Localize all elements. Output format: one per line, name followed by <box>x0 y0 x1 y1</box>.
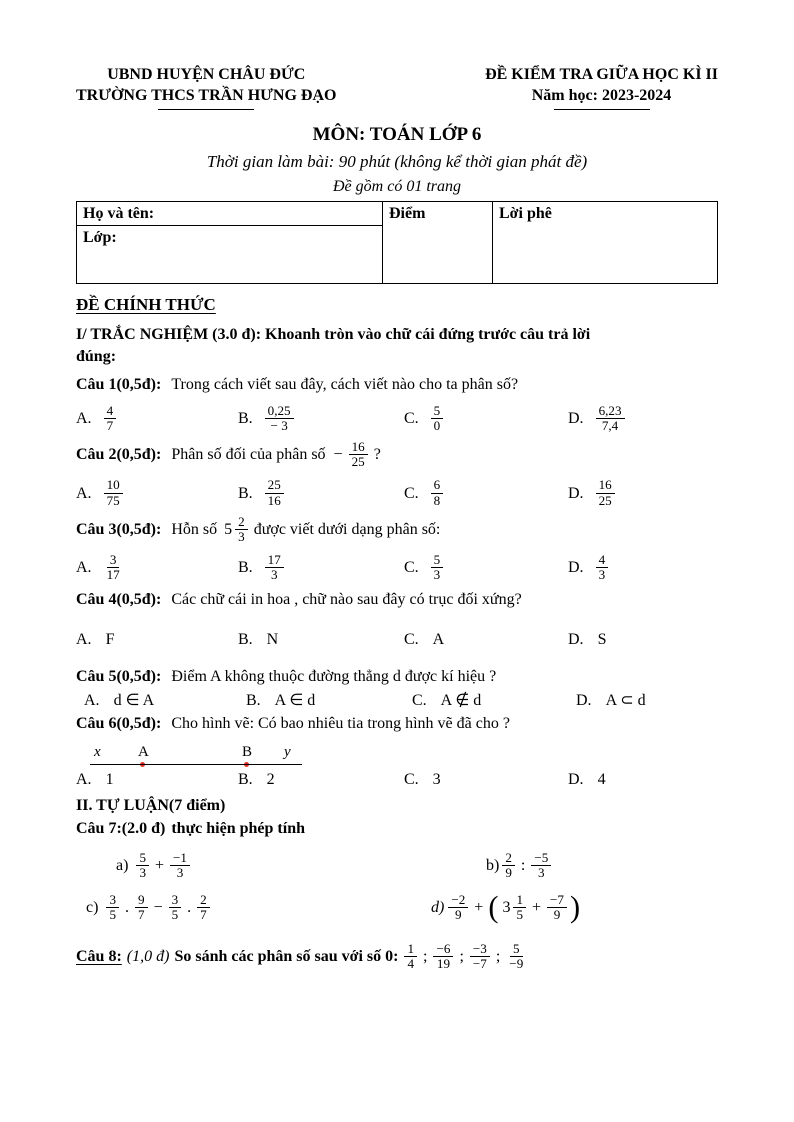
question-4-options <box>76 629 718 650</box>
question-5-number: Câu 5(0,5đ): <box>76 667 162 685</box>
q7-part-a: a) $\frac{5}{3}$ + $\frac{-1}{3}$ <box>76 851 486 880</box>
name-label-cell: Họ và tên: <box>77 201 383 225</box>
q1-option-d: D. $\frac{6,23}{7,4}$ <box>568 404 718 433</box>
question-7-text: thực hiện phép tính <box>171 820 305 838</box>
student-info-table <box>76 201 718 284</box>
question-5-options <box>84 690 718 711</box>
question-8-number: Câu 8: <box>76 948 122 966</box>
question-7-number: Câu 7:(2.0 đ) <box>76 820 166 838</box>
q7-parts-row-2 <box>76 890 718 925</box>
exam-heading-line2: Năm học: 2023-2024 <box>531 87 672 105</box>
q2-option-a: A. $\frac{10}{75}$ <box>76 478 238 507</box>
q7-part-c: c) $\frac{3}{5}$ . $\frac{9}{7}$ − $\frac{3}{5}$ . $\frac{2}{7}$ <box>76 893 431 922</box>
subject-title: MÔN: TOÁN LỚP 6 <box>312 124 482 146</box>
issuer-line2: TRƯỜNG THCS TRẦN HƯNG ĐẠO <box>76 87 337 105</box>
question-2-options <box>76 478 718 507</box>
issuer-block <box>76 64 336 110</box>
question-8 <box>76 942 718 971</box>
exam-heading-line1: ĐỀ KIỂM TRA GIỮA HỌC KÌ II <box>485 66 718 83</box>
q6-option-d: D. 4 <box>568 770 606 788</box>
section2-heading: II. TỰ LUẬN(7 điểm) <box>76 797 226 815</box>
question-3-options <box>76 553 718 582</box>
question-6-number: Câu 6(0,5đ): <box>76 714 162 732</box>
issuer-underline-rule <box>158 109 254 110</box>
question-1-number: Câu 1(0,5đ): <box>76 375 162 393</box>
section1-heading-line1: I/ TRẮC NGHIỆM (3.0 đ): Khoanh tròn vào chữ cái đứng trước câu trả lời <box>76 326 591 344</box>
question-6-options <box>76 769 718 790</box>
question-2-text: Phân số đối của phân số − $\frac{16}{25}$ ? <box>171 439 381 470</box>
question-3-text: Hỗn số 5 $\frac{2}{3}$ được viết dưới dạng phân số: <box>171 513 441 544</box>
q3-option-b: B. $\frac{17}{3}$ <box>238 553 404 582</box>
official-exam-label: ĐỀ CHÍNH THỨC <box>76 294 216 314</box>
question-7-heading <box>76 818 718 839</box>
q5-option-b: B. A ∈ d <box>246 691 316 709</box>
figure-label-y: y <box>284 744 291 761</box>
q3-option-d: D. $\frac{4}{3}$ <box>568 553 718 582</box>
page-count-note: Đề gồm có 01 trang <box>333 177 461 195</box>
q1-option-b: B. $\frac{0,25}{- 3}$ <box>238 404 404 433</box>
remark-cell: Lời phê <box>493 201 718 283</box>
q5-option-c: C. A ∉ d <box>412 691 482 709</box>
question-8-fractions: $\frac{1}{4}$ ; $\frac{-6}{19}$ ; $\frac{-3}{-7}$ ; $\frac{5}{-9}$ <box>402 942 528 971</box>
duration-note: Thời gian làm bài: 90 phút (không kể thời gian phát đề) <box>206 152 588 172</box>
figure-label-x: x <box>94 744 101 761</box>
figure-line <box>90 764 302 765</box>
q3-option-a: A. $\frac{3}{17}$ <box>76 552 120 583</box>
figure-label-A: A <box>138 744 149 761</box>
class-label-cell: Lớp: <box>77 225 383 283</box>
q6-option-c: C. 3 <box>404 770 441 788</box>
question-4-text: Các chữ cái in hoa , chữ nào sau đây có trục đối xứng? <box>171 591 522 609</box>
question-1 <box>76 374 718 433</box>
q1-option-c: C. $\frac{5}{0}$ <box>404 404 568 433</box>
question-3 <box>76 515 718 583</box>
q1-option-a: A. $\frac{4}{7}$ <box>76 404 238 433</box>
q3-option-c: C. $\frac{5}{3}$ <box>404 553 568 582</box>
issuer-line1: UBND HUYỆN CHÂU ĐỨC <box>107 66 306 83</box>
exam-heading-block <box>485 64 718 110</box>
score-cell: Điểm <box>383 201 493 283</box>
question-5 <box>76 666 718 711</box>
question-1-options <box>76 404 718 433</box>
figure-label-B: B <box>242 744 253 761</box>
section1-heading-line2: đúng: <box>76 347 117 365</box>
question-2-number: Câu 2(0,5đ): <box>76 446 162 464</box>
q6-option-a: A. 1 <box>76 770 114 788</box>
q7-part-b: b) $\frac{2}{9}$ : $\frac{-5}{3}$ <box>486 851 553 880</box>
q4-option-a: A. F <box>76 630 115 648</box>
q7-parts-row-1 <box>76 851 718 880</box>
q5-option-a: A. d ∈ A <box>84 691 155 709</box>
document-header <box>76 64 718 110</box>
question-8-text: So sánh các phân số sau với số 0: <box>174 948 399 966</box>
q6-option-b: B. 2 <box>238 770 275 788</box>
section1-heading <box>76 324 718 366</box>
question-1-text: Trong cách viết sau đây, cách viết nào cho ta phân số? <box>171 375 519 393</box>
q4-option-c: C. A <box>404 630 445 648</box>
question-4 <box>76 589 718 649</box>
q6-ray-figure <box>90 739 302 765</box>
q4-option-b: B. N <box>238 630 279 648</box>
q2-option-c: C. $\frac{6}{8}$ <box>404 478 568 507</box>
question-6-text: Cho hình vẽ: Có bao nhiêu tia trong hình vẽ đã cho ? <box>171 714 510 732</box>
exam-heading-underline-rule <box>554 109 650 110</box>
q7-part-d: d) $\frac{-2}{9}$ + ( 3 $\frac{1}{5}$ + $\frac{-7}{9}$ ) <box>431 890 581 925</box>
q2-option-b: B. $\frac{25}{16}$ <box>238 478 404 507</box>
question-3-number: Câu 3(0,5đ): <box>76 520 162 538</box>
q5-option-d: D. A ⊂ d <box>576 691 646 709</box>
question-2 <box>76 440 718 508</box>
q4-option-d: D. S <box>568 630 607 648</box>
question-4-number: Câu 4(0,5đ): <box>76 591 162 609</box>
question-6 <box>76 713 718 790</box>
q2-option-d: D. $\frac{16}{25}$ <box>568 478 718 507</box>
question-5-text: Điểm A không thuộc đường thẳng d được kí hiệu ? <box>171 667 497 685</box>
question-8-points: (1,0 đ) <box>126 948 170 966</box>
